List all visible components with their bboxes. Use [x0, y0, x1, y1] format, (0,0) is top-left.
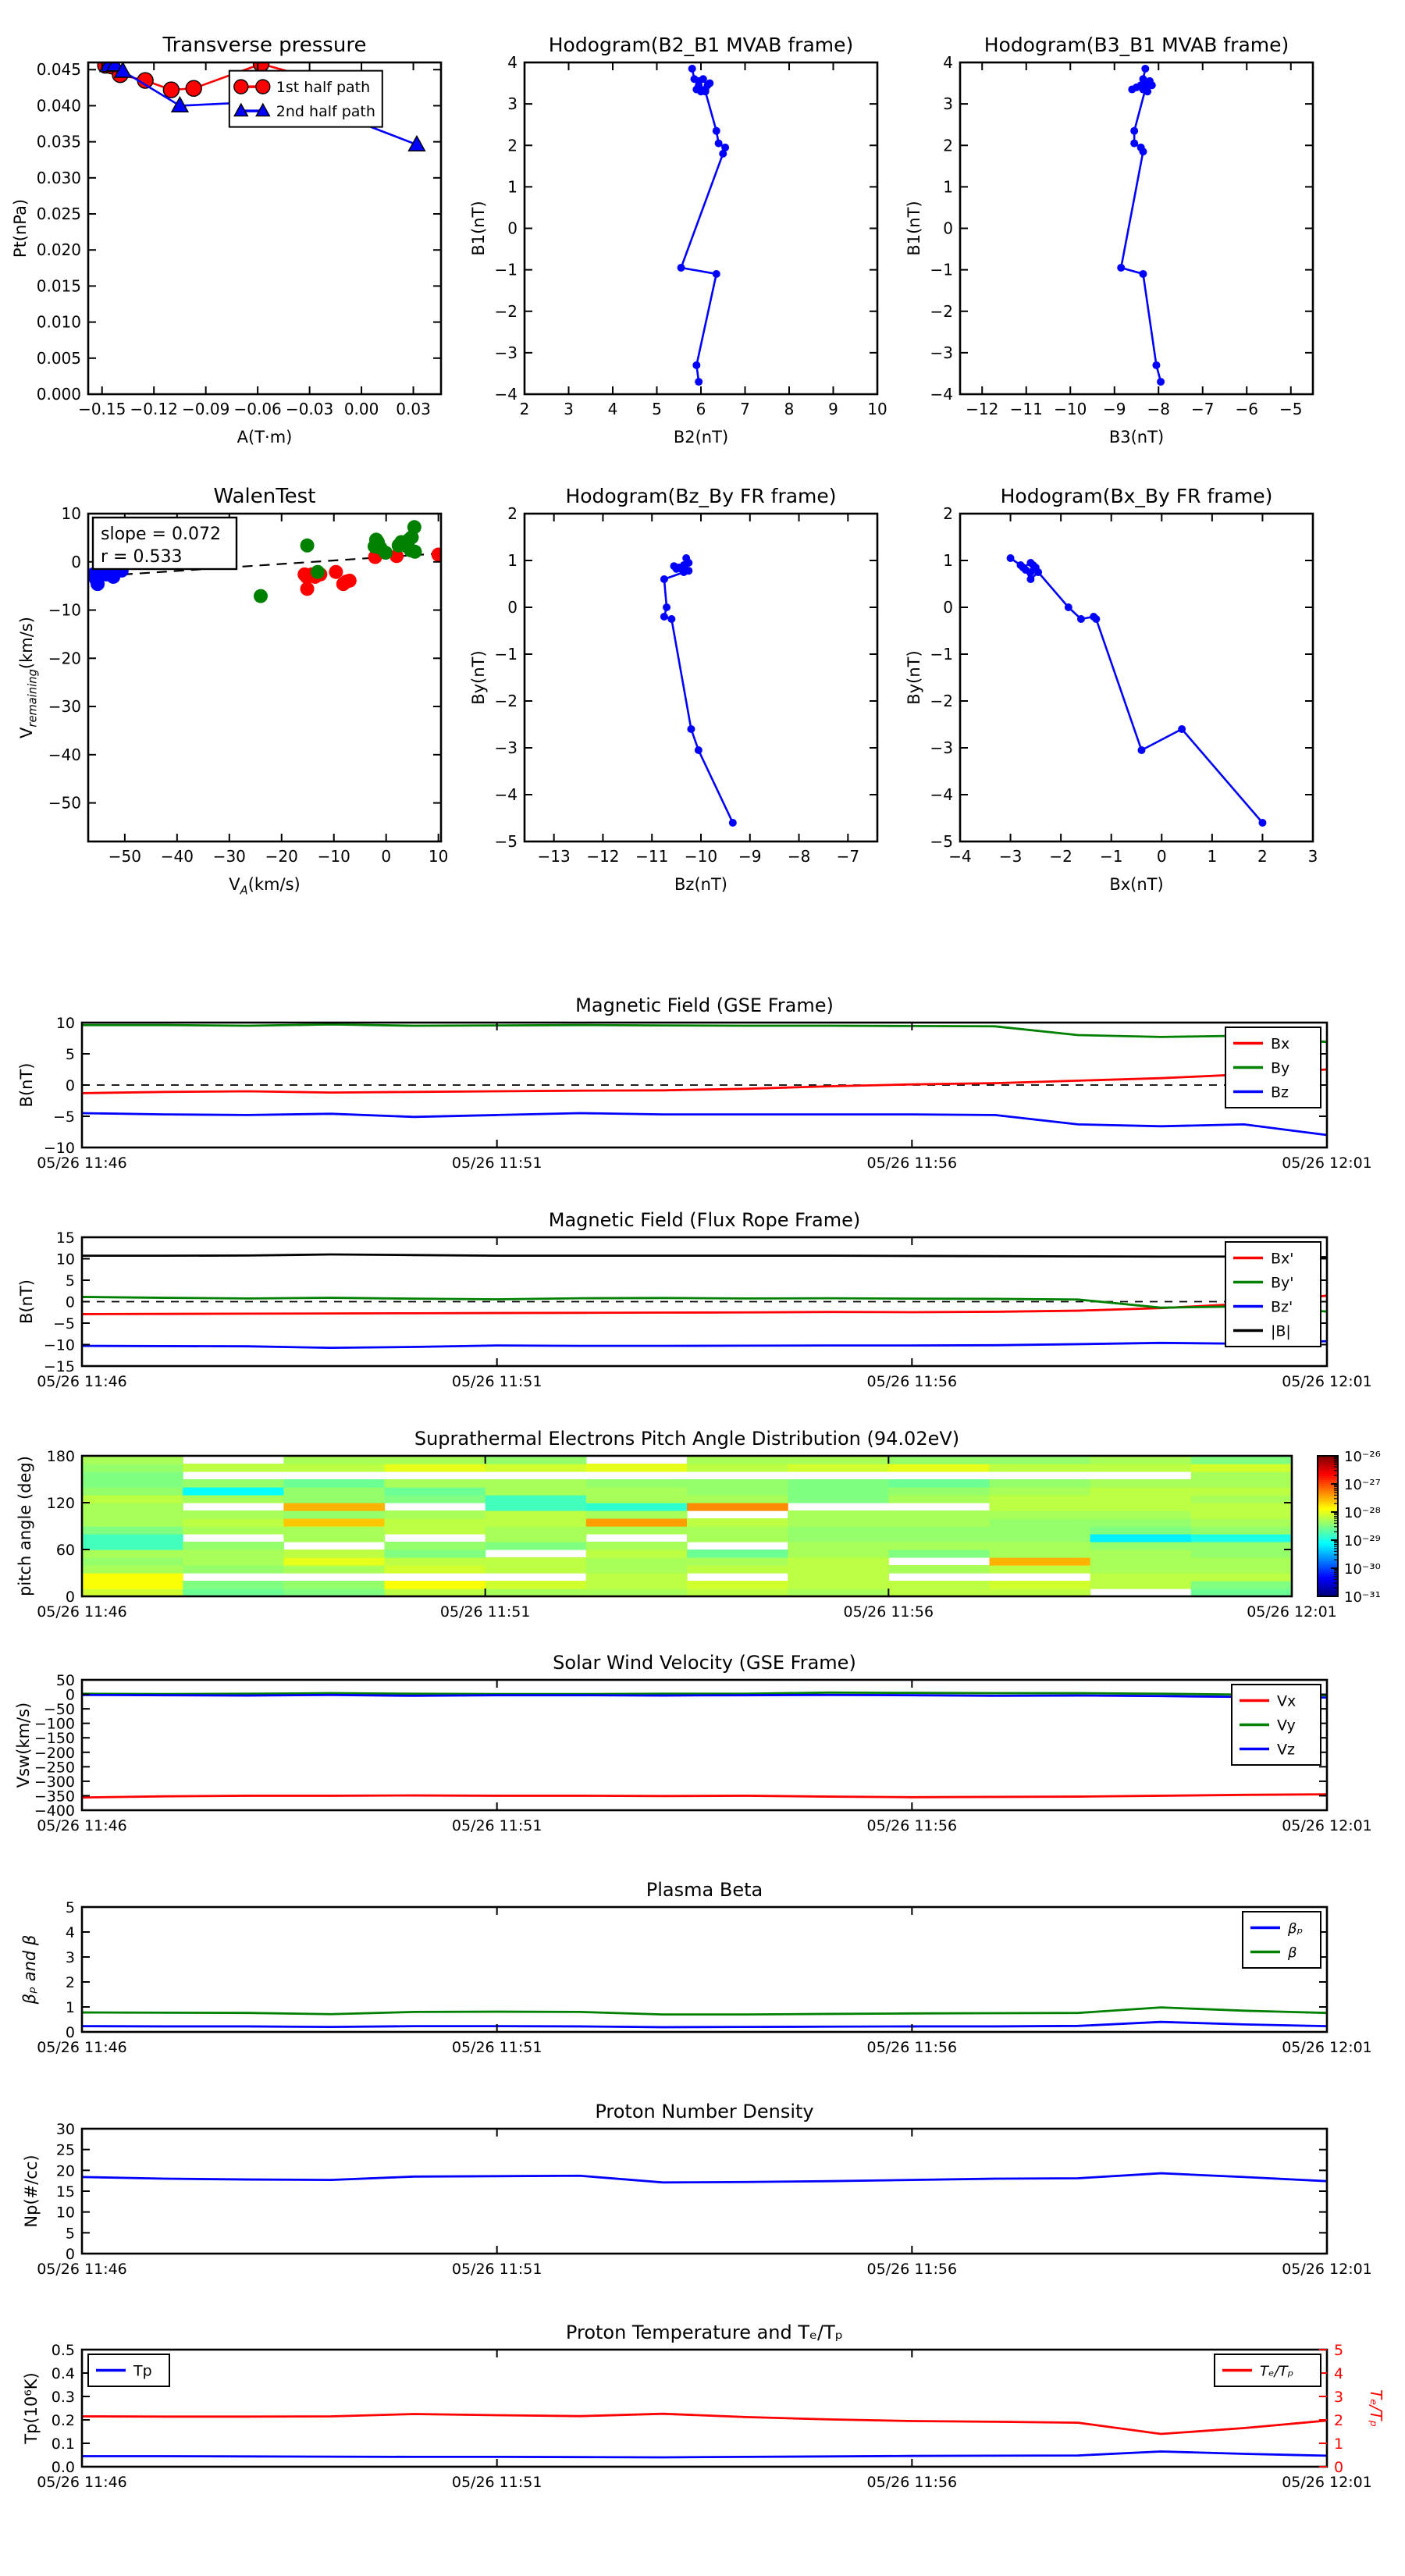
transverse-pressure-ytick: 0.045 [36, 60, 81, 80]
vsw-ytick: −350 [34, 1788, 75, 1806]
colorbar-tick-label: 10⁻³¹ [1344, 1589, 1381, 1606]
proton-temp-ytick-right: 4 [1334, 2365, 1344, 2382]
transverse-pressure-legend-0 [229, 71, 382, 127]
plasma-beta-legend-0 [1243, 1912, 1321, 1968]
pad-xtick: 05/26 12:01 [1247, 1603, 1337, 1621]
hodogram-b2b1-ytick: 2 [507, 136, 518, 155]
mag-fr-legend-0 [1225, 1242, 1321, 1347]
hodogram-bzby-xtick: −11 [635, 847, 669, 866]
proton-temp-ytick: 0.1 [51, 2435, 75, 2453]
vsw-ytick: −150 [34, 1730, 75, 1748]
hodogram-b2b1-ytick: 1 [507, 177, 518, 197]
hodogram-bzby-ytick: 0 [507, 598, 518, 617]
vsw-xtick: 05/26 12:01 [1282, 1817, 1372, 1834]
proton-density-title: Proton Number Density [595, 2101, 814, 2122]
colorbar-tick-label: 10⁻²⁹ [1344, 1533, 1381, 1550]
walen-test-ytick: 10 [61, 504, 81, 523]
mag-gse-xtick: 05/26 11:56 [866, 1155, 958, 1172]
mag-fr-ylabel: B(nT) [17, 1279, 36, 1324]
hodogram-bxby-ytick: −5 [930, 832, 953, 851]
walen-test-title: WalenTest [213, 485, 316, 508]
hodogram-bzby-xlabel: Bz(nT) [674, 875, 727, 894]
proton-temp-title: Proton Temperature and Tₑ/Tₚ [565, 2322, 844, 2343]
walen-test-ytick: −50 [48, 793, 81, 813]
hodogram-bxby-ytick: 1 [943, 551, 953, 570]
hodogram-bxby-ytick: 0 [943, 598, 953, 617]
proton-temp-legend-0 [88, 2354, 169, 2386]
vsw-ytick: −100 [34, 1715, 75, 1733]
vsw-ytick: 50 [55, 1672, 75, 1689]
hodogram-b3b1-xtick: −9 [1103, 400, 1126, 418]
mag-gse-ytick: 10 [55, 1015, 75, 1032]
mag-fr-legend-label: Bz' [1271, 1298, 1293, 1316]
hodogram-b3b1-ytick: 0 [943, 219, 953, 238]
proton-temp-xtick: 05/26 11:56 [866, 2474, 958, 2491]
transverse-pressure-ytick: 0.000 [36, 385, 81, 404]
vsw-ytick: −50 [43, 1701, 75, 1719]
mag-fr-ytick: 10 [55, 1251, 75, 1268]
mag-fr-ytick: −15 [43, 1358, 75, 1375]
mag-fr-ytick: −5 [52, 1315, 75, 1332]
transverse-pressure-ylabel: Pt(nPa) [11, 198, 30, 258]
hodogram-b3b1-xtick: −7 [1191, 400, 1215, 418]
hodogram-bxby-xtick: 0 [1156, 847, 1167, 866]
hodogram-b3b1-xtick: −10 [1054, 400, 1087, 418]
hodogram-bxby-xtick: −4 [948, 847, 972, 866]
colorbar-tick-label: 10⁻²⁸ [1344, 1505, 1381, 1521]
vsw-xtick: 05/26 11:51 [451, 1817, 542, 1834]
hodogram-bxby-title: Hodogram(Bx_By FR frame) [1000, 485, 1273, 507]
walen-test-ytick: −10 [48, 600, 81, 620]
walen-test-ylabel: $V_{remaining}(km/s)$ [17, 617, 40, 738]
vsw-ylabel: Vsw(km/s) [14, 1702, 33, 1788]
hodogram-bxby-xtick: −1 [1099, 847, 1123, 866]
hodogram-bxby-xtick: −3 [998, 847, 1023, 866]
hodogram-bzby-xtick: −9 [738, 847, 762, 866]
transverse-pressure-xtick: 0.00 [343, 400, 379, 418]
hodogram-b2b1-ytick: 0 [507, 219, 518, 238]
proton-temp-ytick: 0.0 [51, 2459, 75, 2476]
hodogram-bzby-ytick: −3 [494, 738, 518, 757]
mag-gse-legend-label: Bz [1271, 1083, 1289, 1101]
hodogram-b2b1-ytick: −2 [494, 301, 518, 321]
hodogram-b3b1-ytick: −1 [930, 260, 953, 279]
hodogram-bxby-ytick: −3 [930, 738, 953, 757]
vsw-legend-label: Vy [1277, 1717, 1296, 1735]
mag-fr-title: Magnetic Field (Flux Rope Frame) [548, 1209, 861, 1231]
plasma-beta-legend-label: βₚ [1288, 1920, 1304, 1937]
transverse-pressure-xlabel: A(T·m) [237, 428, 293, 447]
transverse-pressure-xtick: −0.12 [130, 400, 178, 418]
mag-fr-legend-label: |B| [1271, 1322, 1291, 1340]
hodogram-b3b1-ytick: 1 [943, 177, 953, 197]
plasma-beta-ylabel: βₚ and β [20, 1934, 39, 2005]
pad-xtick: 05/26 11:46 [37, 1603, 127, 1621]
plasma-beta-xtick: 05/26 11:46 [37, 2039, 127, 2056]
hodogram-bxby-ytick: −1 [930, 645, 953, 664]
pad-ylabel: pitch angle (deg) [16, 1456, 34, 1596]
transverse-pressure-ytick: 0.030 [36, 168, 81, 187]
hodogram-b3b1-ytick: −4 [930, 385, 953, 404]
transverse-pressure-ytick: 0.005 [36, 348, 81, 368]
vsw-legend-0 [1232, 1685, 1321, 1765]
proton-temp-xtick: 05/26 11:46 [37, 2474, 127, 2491]
hodogram-bxby-ytick: 2 [943, 504, 953, 523]
mag-gse-legend-label: Bx [1271, 1035, 1290, 1053]
proton-density-xtick: 05/26 11:46 [37, 2261, 127, 2278]
mag-gse-ytick: 0 [65, 1077, 75, 1094]
proton-temp-xtick: 05/26 12:01 [1282, 2474, 1372, 2491]
mag-gse-xtick: 05/26 11:51 [451, 1155, 542, 1172]
hodogram-b3b1-ytick: 2 [943, 136, 953, 155]
hodogram-b2b1-xtick: 7 [740, 400, 750, 418]
vsw-legend-label: Vz [1277, 1741, 1295, 1759]
hodogram-bzby-title: Hodogram(Bz_By FR frame) [565, 485, 837, 507]
proton-temp-ytick: 0.2 [51, 2412, 75, 2429]
pad-ytick: 120 [46, 1495, 75, 1512]
transverse-pressure-ytick: 0.035 [36, 132, 81, 151]
transverse-pressure-xtick: 0.03 [396, 400, 431, 418]
hodogram-b3b1-xlabel: B3(nT) [1108, 428, 1165, 447]
proton-density-ytick: 5 [65, 2225, 75, 2243]
mag-fr-ytick: 15 [55, 1229, 75, 1247]
walen-test-xtick: −10 [317, 847, 350, 866]
pad-xtick: 05/26 11:51 [439, 1603, 531, 1621]
proton-density-ytick: 20 [55, 2162, 75, 2180]
mag-fr-xtick: 05/26 11:46 [37, 1373, 127, 1390]
mag-fr-xtick: 05/26 11:56 [866, 1373, 958, 1390]
mag-gse-ylabel: B(nT) [17, 1062, 36, 1108]
hodogram-b2b1-xtick: 10 [867, 400, 887, 418]
walen-test-xtick: −20 [265, 847, 298, 866]
hodogram-b3b1-xtick: −5 [1279, 400, 1303, 418]
colorbar-tick-label: 10⁻²⁷ [1344, 1477, 1381, 1493]
vsw-xtick: 05/26 11:46 [37, 1817, 127, 1834]
hodogram-b2b1-ytick: 3 [507, 94, 518, 114]
hodogram-b2b1-xtick: 4 [607, 400, 618, 418]
proton-temp-ytick: 0.4 [51, 2365, 75, 2382]
hodogram-bxby-xlabel: Bx(nT) [1109, 875, 1164, 894]
vsw-ytick: −400 [34, 1802, 75, 1820]
transverse-pressure-xtick: −0.15 [78, 400, 126, 418]
proton-temp-ytick: 0.5 [51, 2342, 75, 2359]
walen-test-xtick: −50 [108, 847, 141, 866]
walen-test-xtick: −30 [212, 847, 246, 866]
hodogram-bxby-ytick: −4 [930, 785, 953, 804]
proton-temp-ytick-right: 1 [1334, 2435, 1344, 2453]
hodogram-b2b1-ytick: −4 [494, 385, 518, 404]
vsw-ytick: 0 [65, 1686, 75, 1704]
hodogram-bzby-ylabel: By(nT) [469, 650, 488, 705]
plasma-beta-xtick: 05/26 12:01 [1282, 2039, 1372, 2056]
mag-fr-legend-label: Bx' [1271, 1250, 1294, 1268]
hodogram-bzby-ytick: −5 [494, 832, 518, 851]
hodogram-bxby-xtick: 1 [1207, 847, 1218, 866]
vsw-xtick: 05/26 11:56 [866, 1817, 958, 1834]
plasma-beta-ytick: 0 [65, 2024, 75, 2041]
hodogram-b3b1-title: Hodogram(B3_B1 MVAB frame) [984, 34, 1289, 56]
transverse-pressure-xtick: −0.06 [233, 400, 282, 418]
hodogram-bzby-xtick: −8 [787, 847, 811, 866]
transverse-pressure-ytick: 0.015 [36, 276, 81, 296]
mag-fr-xtick: 05/26 11:51 [451, 1373, 542, 1390]
proton-temp-ylabel-right: Tₑ/Tₚ [1367, 2389, 1385, 2428]
proton-temp-ytick-right: 3 [1334, 2389, 1344, 2406]
proton-temp-ytick-right: 5 [1334, 2342, 1344, 2359]
hodogram-bzby-ytick: −4 [494, 785, 518, 804]
hodogram-b2b1-ytick: −1 [494, 260, 518, 279]
vsw-legend-label: Vx [1277, 1692, 1297, 1710]
mag-fr-xtick: 05/26 12:01 [1282, 1373, 1372, 1390]
hodogram-b3b1-xtick: −6 [1235, 400, 1258, 418]
mag-gse-legend-label: By [1271, 1059, 1290, 1077]
hodogram-bzby-xtick: −12 [586, 847, 620, 866]
proton-density-xtick: 05/26 11:51 [451, 2261, 542, 2278]
hodogram-b2b1-ylabel: B1(nT) [469, 201, 488, 256]
proton-density-ytick: 15 [55, 2183, 75, 2201]
mag-gse-ytick: −5 [52, 1108, 75, 1126]
proton-density-ytick: 25 [55, 2141, 75, 2159]
transverse-pressure-ytick: 0.025 [36, 205, 81, 224]
plasma-beta-xtick: 05/26 11:56 [866, 2039, 958, 2056]
proton-density-ytick: 0 [65, 2246, 75, 2263]
vsw-title: Solar Wind Velocity (GSE Frame) [553, 1652, 856, 1674]
hodogram-b3b1-xtick: −8 [1147, 400, 1170, 418]
hodogram-b3b1-ytick: −2 [930, 301, 953, 321]
proton-temp-xtick: 05/26 11:51 [451, 2474, 542, 2491]
plasma-beta-xtick: 05/26 11:51 [451, 2039, 542, 2056]
pad-ytick: 60 [55, 1542, 75, 1559]
proton-temp-ytick: 0.3 [51, 2389, 75, 2406]
vsw-ytick: −250 [34, 1759, 75, 1777]
proton-temp-legend-1 [1215, 2354, 1321, 2386]
pad-ytick: 0 [65, 1589, 75, 1606]
plasma-beta-legend-label: β [1288, 1944, 1297, 1962]
hodogram-b2b1-xtick: 8 [784, 400, 795, 418]
hodogram-bxby-xtick: 3 [1307, 847, 1318, 866]
hodogram-b3b1-ytick: −3 [930, 343, 953, 362]
proton-density-ytick: 30 [55, 2121, 75, 2138]
mag-fr-legend-label: By' [1271, 1274, 1294, 1292]
plasma-beta-ytick: 2 [65, 1974, 75, 1991]
hodogram-b3b1-ytick: 4 [943, 53, 953, 72]
proton-temp-ylabel: Tp(10⁶K) [22, 2372, 41, 2444]
transverse-pressure-legend-label: 2nd half path [276, 103, 375, 121]
colorbar-tick-label: 10⁻²⁶ [1344, 1449, 1381, 1465]
proton-temp-legend-label: Tₑ/Tₚ [1260, 2363, 1294, 2380]
hodogram-b2b1-xtick: 2 [519, 400, 530, 418]
proton-density-ytick: 10 [55, 2204, 75, 2222]
hodogram-bxby-ytick: −2 [930, 692, 953, 710]
plasma-beta-title: Plasma Beta [646, 1879, 763, 1901]
walen-test-xlabel: $V_A(km/s)$ [229, 875, 301, 898]
mag-gse-ytick: −10 [43, 1140, 75, 1157]
hodogram-b2b1-xlabel: B2(nT) [673, 428, 729, 447]
walen-test-ytick: −40 [48, 745, 81, 764]
colorbar-tick-label: 10⁻³⁰ [1344, 1561, 1381, 1578]
mag-gse-xtick: 05/26 12:01 [1282, 1155, 1372, 1172]
transverse-pressure-xtick: −0.03 [285, 400, 334, 418]
walen-test-ytick: −20 [48, 649, 81, 668]
mag-gse-xtick: 05/26 11:46 [37, 1155, 127, 1172]
plasma-beta-ytick: 3 [65, 1949, 75, 1966]
hodogram-bzby-ytick: −1 [494, 645, 518, 664]
pad-ytick: 180 [46, 1448, 75, 1465]
transverse-pressure-legend-label: 1st half path [276, 79, 371, 97]
hodogram-b2b1-xtick: 6 [695, 400, 706, 418]
mag-fr-ytick: −10 [43, 1336, 75, 1354]
mag-fr-ytick: 5 [65, 1272, 75, 1290]
hodogram-bxby-xtick: 2 [1257, 847, 1268, 866]
hodogram-bxby-xtick: −2 [1049, 847, 1072, 866]
proton-density-xtick: 05/26 11:56 [866, 2261, 958, 2278]
mag-gse-title: Magnetic Field (GSE Frame) [575, 994, 834, 1016]
plasma-beta-ytick: 1 [65, 1999, 75, 2016]
hodogram-b2b1-xtick: 5 [652, 400, 662, 418]
proton-temp-ytick-right: 0 [1334, 2459, 1344, 2476]
proton-density-xtick: 05/26 12:01 [1282, 2261, 1372, 2278]
pad-xtick: 05/26 11:56 [843, 1603, 934, 1621]
hodogram-b2b1-xtick: 9 [828, 400, 838, 418]
walen-test-xtick: −40 [160, 847, 194, 866]
transverse-pressure-ytick: 0.040 [36, 96, 81, 116]
vsw-ytick: −300 [34, 1773, 75, 1791]
mag-gse-legend-0 [1225, 1027, 1321, 1108]
hodogram-bzby-xtick: −10 [684, 847, 718, 866]
walen-test-ytick: 0 [71, 552, 81, 571]
mag-gse-ytick: 5 [65, 1046, 75, 1063]
hodogram-b2b1-ytick: 4 [507, 53, 518, 72]
hodogram-bzby-ytick: 2 [507, 504, 518, 523]
hodogram-bzby-xtick: −13 [537, 847, 571, 866]
hodogram-bxby-ylabel: By(nT) [905, 650, 923, 705]
pad-title: Suprathermal Electrons Pitch Angle Distribution (94.02eV) [414, 1428, 960, 1450]
hodogram-b2b1-xtick: 3 [564, 400, 574, 418]
hodogram-bzby-ytick: −2 [494, 692, 518, 710]
hodogram-b3b1-xtick: −12 [966, 400, 999, 418]
plasma-beta-ytick: 5 [65, 1899, 75, 1916]
walen-test-annotation-line: r = 0.533 [101, 547, 183, 567]
mag-fr-ytick: 0 [65, 1293, 75, 1311]
walen-test-ytick: −30 [48, 697, 81, 717]
transverse-pressure-ytick: 0.010 [36, 312, 81, 332]
walen-test-annotation [93, 518, 237, 569]
hodogram-b2b1-title: Hodogram(B2_B1 MVAB frame) [548, 34, 854, 56]
hodogram-b3b1-xtick: −11 [1009, 400, 1043, 418]
hodogram-b3b1-ylabel: B1(nT) [905, 201, 923, 256]
transverse-pressure-ytick: 0.020 [36, 240, 81, 260]
proton-temp-ytick-right: 2 [1334, 2412, 1344, 2429]
proton-density-ylabel: Np(#/cc) [22, 2154, 41, 2228]
walen-test-annotation-line: slope = 0.072 [101, 525, 221, 544]
walen-test-xtick: 10 [428, 847, 449, 866]
transverse-pressure-title: Transverse pressure [162, 34, 367, 57]
hodogram-bzby-xtick: −7 [836, 847, 860, 866]
vsw-ytick: −200 [34, 1744, 75, 1762]
hodogram-bzby-ytick: 1 [507, 551, 518, 570]
hodogram-b3b1-ytick: 3 [943, 94, 953, 114]
transverse-pressure-xtick: −0.09 [182, 400, 230, 418]
walen-test-xtick: 0 [381, 847, 392, 866]
plasma-beta-ytick: 4 [65, 1924, 75, 1941]
proton-temp-legend-label: Tp [133, 2362, 152, 2380]
hodogram-b2b1-ytick: −3 [494, 343, 518, 362]
